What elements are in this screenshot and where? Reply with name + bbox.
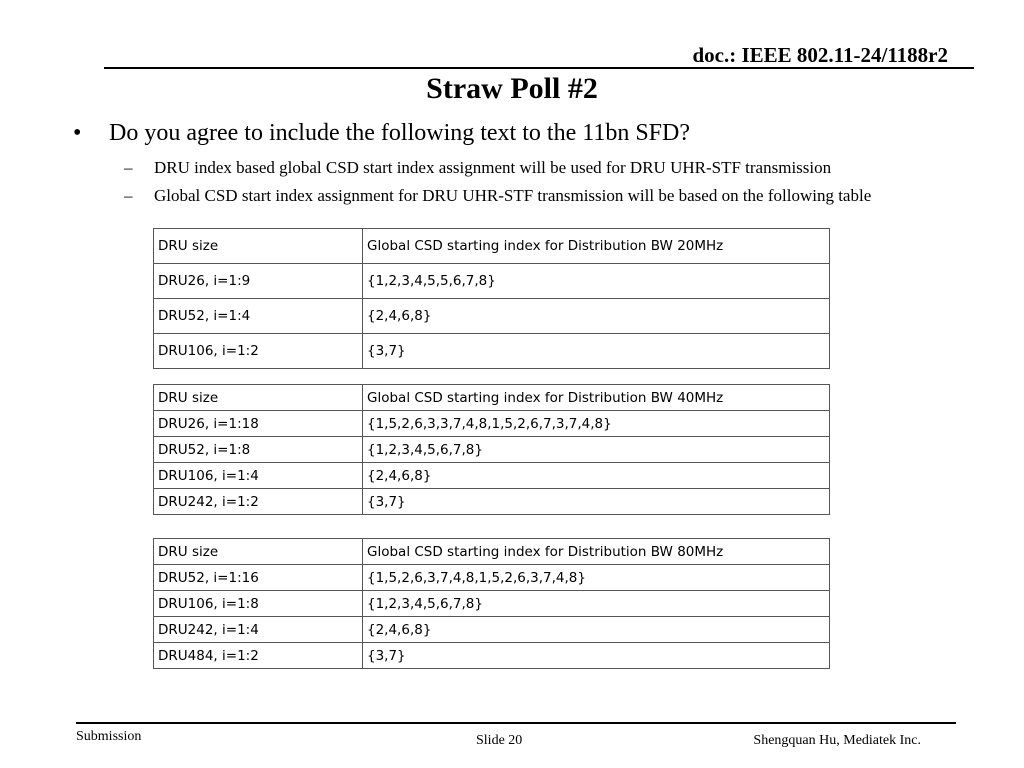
table-row [154,463,830,489]
table-row [154,591,830,617]
table-row [154,334,830,369]
table-row [154,264,830,299]
table-cell: {1,2,3,4,5,6,7,8} [363,437,830,463]
table-cell: DRU106, i=1:8 [154,591,363,617]
dash-icon: – [124,158,133,177]
table-cell: {3,7} [363,489,830,515]
table-row [154,489,830,515]
table-cell: DRU242, i=1:2 [154,489,363,515]
sub-bullet-text: DRU index based global CSD start index assignment will be used for DRU UHR-STF transmission [154,158,832,177]
table-cell: {1,5,2,6,3,7,4,8,1,5,2,6,3,7,4,8} [363,565,830,591]
table-row [154,299,830,334]
bullet-dot-icon: • [73,120,82,146]
slide-title: Straw Poll #2 [426,72,598,105]
main-bullet-text: Do you agree to include the following text to the 11bn SFD? [109,120,691,146]
table-header-row [154,229,830,264]
footer-slide-number: Slide 20 [476,733,523,748]
table-row [154,437,830,463]
document-id: doc.: IEEE 802.11-24/1188r2 [692,43,948,67]
table-row [154,643,830,669]
table-cell: {1,5,2,6,3,3,7,4,8,1,5,2,6,7,3,7,4,8} [363,411,830,437]
table-row [154,565,830,591]
table-cell: {3,7} [363,643,830,669]
header-cell: DRU size [154,229,363,264]
table-cell: DRU52, i=1:16 [154,565,363,591]
sub-bullet-text: Global CSD start index assignment for DRU UHR-STF transmission will be based on the following table [154,186,872,205]
table-cell: DRU52, i=1:4 [154,299,363,334]
header-cell: Global CSD starting index for Distribution BW 80MHz [363,539,830,565]
csd-table-80mhz [153,538,830,669]
table-cell: {1,2,3,4,5,6,7,8} [363,591,830,617]
csd-table-40mhz [153,384,830,515]
main-bullet [73,120,690,147]
table-header-row [154,385,830,411]
header-cell: DRU size [154,385,363,411]
table-cell: {2,4,6,8} [363,299,830,334]
table-cell: {2,4,6,8} [363,463,830,489]
footer-author: Shengquan Hu, Mediatek Inc. [753,733,921,748]
table-cell: DRU242, i=1:4 [154,617,363,643]
table-cell: {3,7} [363,334,830,369]
table-cell: DRU484, i=1:2 [154,643,363,669]
table-header-row [154,539,830,565]
footer-divider [76,722,956,724]
dash-icon: – [124,186,133,205]
table-cell: {1,2,3,4,5,5,6,7,8} [363,264,830,299]
table-cell: DRU106, i=1:2 [154,334,363,369]
sub-bullet-2 [124,186,871,206]
header-divider [104,67,974,69]
footer-submission: Submission [76,729,142,744]
table-cell: DRU52, i=1:8 [154,437,363,463]
table-row [154,411,830,437]
header-cell: DRU size [154,539,363,565]
sub-bullet-1 [124,158,831,178]
header-cell: Global CSD starting index for Distribution BW 20MHz [363,229,830,264]
csd-table-20mhz [153,228,830,369]
table-cell: DRU26, i=1:9 [154,264,363,299]
table-row [154,617,830,643]
header-cell: Global CSD starting index for Distribution BW 40MHz [363,385,830,411]
table-cell: DRU106, i=1:4 [154,463,363,489]
table-cell: {2,4,6,8} [363,617,830,643]
table-cell: DRU26, i=1:18 [154,411,363,437]
